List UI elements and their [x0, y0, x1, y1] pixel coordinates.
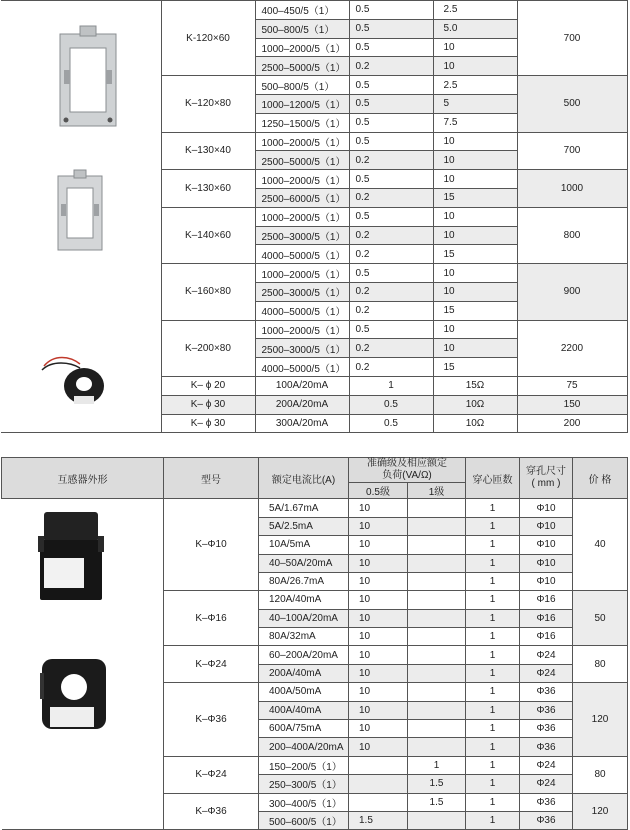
- model-cell: K–Φ36: [164, 793, 259, 830]
- class-05-cell: 10: [349, 683, 408, 701]
- hole-cell: Φ16: [520, 591, 573, 609]
- class-1-cell: [408, 720, 466, 738]
- class-1-cell: [408, 591, 466, 609]
- model-cell: K–Φ36: [164, 683, 259, 757]
- turns-cell: 1: [466, 536, 520, 554]
- ratio-cell: 200A/20mA: [255, 395, 349, 414]
- hole-cell: Φ24: [520, 664, 573, 682]
- ratio-cell: 80A/26.7mA: [259, 572, 349, 590]
- rect-ct-large-image: [56, 26, 122, 130]
- model-cell: K–200×80: [161, 320, 255, 376]
- load-cell: 15: [433, 301, 517, 320]
- ratio-cell: 120A/40mA: [259, 591, 349, 609]
- hole-cell: Φ16: [520, 628, 573, 646]
- header-hole-line2: ( mm ): [531, 478, 561, 490]
- class-cell: 0.5: [349, 132, 433, 151]
- ratio-cell: 400A/40mA: [259, 701, 349, 719]
- ratio-cell: 300A/20mA: [255, 414, 349, 433]
- ratio-cell: 2500–6000/5（1）: [255, 188, 349, 207]
- ratio-cell: 200–400A/20mA: [259, 738, 349, 756]
- model-cell: K–120×80: [161, 76, 255, 132]
- load-cell: 10: [433, 170, 517, 189]
- table-row: [1, 1, 627, 20]
- price-cell: 120: [573, 683, 628, 757]
- load-cell: 15: [433, 245, 517, 264]
- turns-cell: 1: [466, 683, 520, 701]
- price-cell: 50: [573, 591, 628, 646]
- header-hole-line1: 穿孔尺寸: [526, 466, 566, 478]
- ratio-cell: 5A/1.67mA: [259, 499, 349, 517]
- model-cell: K–140×60: [161, 207, 255, 263]
- header-accuracy: [349, 458, 466, 483]
- load-cell: 7.5: [433, 113, 517, 132]
- header-turns: 穿心匝数: [466, 458, 520, 499]
- ratio-cell: 100A/20mA: [255, 376, 349, 395]
- load-cell: 2.5: [433, 1, 517, 20]
- class-cell: 0.5: [349, 320, 433, 339]
- header-appearance: 互感器外形: [2, 458, 164, 499]
- hole-cell: Φ24: [520, 646, 573, 664]
- class-cell: 0.2: [349, 358, 433, 377]
- ratio-cell: 1250–1500/5（1）: [255, 113, 349, 132]
- price-cell: 200: [517, 414, 627, 433]
- ratio-cell: 10A/5mA: [259, 536, 349, 554]
- price-cell: 80: [573, 756, 628, 793]
- ratio-cell: 2500–5000/5（1）: [255, 151, 349, 170]
- round-ct-with-leads-image: [40, 352, 106, 410]
- hole-cell: Φ36: [520, 701, 573, 719]
- class-cell: 0.5: [349, 1, 433, 20]
- hole-cell: Φ36: [520, 720, 573, 738]
- price-cell: 500: [517, 76, 627, 132]
- turns-cell: 1: [466, 720, 520, 738]
- ratio-cell: 1000–1200/5（1）: [255, 94, 349, 113]
- model-cell: K– ϕ 20: [161, 376, 255, 395]
- model-cell: K-120×60: [161, 1, 255, 76]
- class-05-cell: 1.5: [349, 811, 408, 829]
- class-05-cell: 10: [349, 628, 408, 646]
- class-1-cell: [408, 609, 466, 627]
- ratio-cell: 2500–3000/5（1）: [255, 282, 349, 301]
- header-accuracy-line2: 负荷(VA/Ω): [382, 470, 432, 482]
- load-cell: 15: [433, 188, 517, 207]
- model-cell: K–Φ10: [164, 499, 259, 591]
- price-cell: 700: [517, 132, 627, 170]
- hole-cell: Φ16: [520, 609, 573, 627]
- split-core-ct-large-image: [38, 655, 110, 741]
- hole-cell: Φ24: [520, 756, 573, 774]
- class-1-cell: [408, 701, 466, 719]
- class-cell: 0.5: [349, 170, 433, 189]
- model-cell: K–Φ16: [164, 591, 259, 646]
- class-cell: 0.5: [349, 113, 433, 132]
- class-05-cell: 10: [349, 664, 408, 682]
- load-cell: 15: [433, 358, 517, 377]
- class-cell: 0.2: [349, 188, 433, 207]
- ratio-cell: 500–600/5（1）: [259, 811, 349, 829]
- class-05-cell: 10: [349, 646, 408, 664]
- class-1-cell: [408, 664, 466, 682]
- load-cell: 10: [433, 226, 517, 245]
- class-1-cell: [408, 499, 466, 517]
- load-cell: 10Ω: [433, 395, 517, 414]
- header-model: 型号: [164, 458, 259, 499]
- class-1-cell: 1: [408, 756, 466, 774]
- ratio-cell: 400–450/5（1）: [255, 1, 349, 20]
- class-cell: 0.5: [349, 207, 433, 226]
- ratio-cell: 60–200A/20mA: [259, 646, 349, 664]
- class-05-cell: 10: [349, 517, 408, 535]
- hole-cell: Φ24: [520, 775, 573, 793]
- hole-cell: Φ10: [520, 572, 573, 590]
- load-cell: 10: [433, 151, 517, 170]
- turns-cell: 1: [466, 554, 520, 572]
- class-cell: 0.5: [349, 19, 433, 38]
- class-05-cell: 10: [349, 720, 408, 738]
- class-1-cell: [408, 517, 466, 535]
- class-1-cell: [408, 811, 466, 829]
- ratio-cell: 1000–2000/5（1）: [255, 264, 349, 283]
- class-05-cell: 10: [349, 738, 408, 756]
- turns-cell: 1: [466, 517, 520, 535]
- class-1-cell: 1.5: [408, 793, 466, 811]
- hole-cell: Φ10: [520, 536, 573, 554]
- price-cell: 120: [573, 793, 628, 830]
- class-cell: 0.5: [349, 395, 433, 414]
- ratio-cell: 5A/2.5mA: [259, 517, 349, 535]
- turns-cell: 1: [466, 572, 520, 590]
- turns-cell: 1: [466, 664, 520, 682]
- ratio-cell: 250–300/5（1）: [259, 775, 349, 793]
- rect-ct-medium-image: [56, 170, 106, 252]
- turns-cell: 1: [466, 775, 520, 793]
- class-cell: 0.2: [349, 57, 433, 76]
- class-cell: 0.5: [349, 414, 433, 433]
- class-cell: 0.2: [349, 301, 433, 320]
- load-cell: 10Ω: [433, 414, 517, 433]
- price-cell: 800: [517, 207, 627, 263]
- price-cell: 150: [517, 395, 627, 414]
- class-1-cell: [408, 683, 466, 701]
- model-cell: K–Φ24: [164, 756, 259, 793]
- turns-cell: 1: [466, 628, 520, 646]
- load-cell: 2.5: [433, 76, 517, 95]
- ratio-cell: 40–100A/20mA: [259, 609, 349, 627]
- turns-cell: 1: [466, 738, 520, 756]
- ratio-cell: 80A/32mA: [259, 628, 349, 646]
- load-cell: 10: [433, 38, 517, 57]
- load-cell: 10: [433, 339, 517, 358]
- price-cell: 40: [573, 499, 628, 591]
- ratio-cell: 1000–2000/5（1）: [255, 132, 349, 151]
- ratio-cell: 500–800/5（1）: [255, 19, 349, 38]
- class-05-cell: [349, 775, 408, 793]
- ratio-cell: 1000–2000/5（1）: [255, 320, 349, 339]
- price-cell: 80: [573, 646, 628, 683]
- header-ratio: 额定电流比(A): [259, 458, 349, 499]
- class-1-cell: [408, 554, 466, 572]
- load-cell: 10: [433, 207, 517, 226]
- hole-cell: Φ10: [520, 554, 573, 572]
- load-cell: 10: [433, 320, 517, 339]
- model-cell: K–130×40: [161, 132, 255, 170]
- load-cell: 10: [433, 132, 517, 151]
- class-05-cell: 10: [349, 609, 408, 627]
- class-cell: 0.2: [349, 245, 433, 264]
- class-05-cell: [349, 793, 408, 811]
- price-cell: 1000: [517, 170, 627, 208]
- load-cell: 15Ω: [433, 376, 517, 395]
- class-1-cell: [408, 572, 466, 590]
- class-05-cell: 10: [349, 591, 408, 609]
- turns-cell: 1: [466, 646, 520, 664]
- ratio-cell: 400A/50mA: [259, 683, 349, 701]
- class-1-cell: 1.5: [408, 775, 466, 793]
- class-cell: 0.5: [349, 38, 433, 57]
- ratio-cell: 1000–2000/5（1）: [255, 207, 349, 226]
- ratio-cell: 40–50A/20mA: [259, 554, 349, 572]
- ratio-cell: 2500–5000/5（1）: [255, 57, 349, 76]
- turns-cell: 1: [466, 609, 520, 627]
- split-core-ct-small-image: [36, 508, 106, 606]
- header-price: 价 格: [573, 458, 628, 499]
- model-cell: K– ϕ 30: [161, 414, 255, 433]
- model-cell: K–160×80: [161, 264, 255, 320]
- ratio-cell: 4000–5000/5（1）: [255, 245, 349, 264]
- class-1-cell: [408, 536, 466, 554]
- class-cell: 0.2: [349, 339, 433, 358]
- class-cell: 0.5: [349, 94, 433, 113]
- ratio-cell: 600A/75mA: [259, 720, 349, 738]
- class-05-cell: 10: [349, 499, 408, 517]
- price-cell: 900: [517, 264, 627, 320]
- model-cell: K–Φ24: [164, 646, 259, 683]
- turns-cell: 1: [466, 756, 520, 774]
- model-cell: K–130×60: [161, 170, 255, 208]
- ratio-cell: 500–800/5（1）: [255, 76, 349, 95]
- hole-cell: Φ36: [520, 738, 573, 756]
- price-cell: 700: [517, 1, 627, 76]
- load-cell: 5: [433, 94, 517, 113]
- turns-cell: 1: [466, 793, 520, 811]
- class-cell: 0.2: [349, 226, 433, 245]
- ratio-cell: 4000–5000/5（1）: [255, 301, 349, 320]
- load-cell: 10: [433, 57, 517, 76]
- class-cell: 1: [349, 376, 433, 395]
- ratio-cell: 4000–5000/5（1）: [255, 358, 349, 377]
- price-cell: 75: [517, 376, 627, 395]
- class-1-cell: [408, 646, 466, 664]
- class-1-cell: [408, 628, 466, 646]
- class-05-cell: 10: [349, 554, 408, 572]
- class-05-cell: 10: [349, 701, 408, 719]
- ratio-cell: 300–400/5（1）: [259, 793, 349, 811]
- ratio-cell: 200A/40mA: [259, 664, 349, 682]
- hole-cell: Φ36: [520, 811, 573, 829]
- price-cell: 2200: [517, 320, 627, 376]
- hole-cell: Φ36: [520, 683, 573, 701]
- class-cell: 0.2: [349, 282, 433, 301]
- ratio-cell: 150–200/5（1）: [259, 756, 349, 774]
- load-cell: 10: [433, 282, 517, 301]
- ratio-cell: 1000–2000/5（1）: [255, 170, 349, 189]
- class-05-cell: 10: [349, 572, 408, 590]
- header-class-1: 1级: [408, 483, 466, 499]
- header-hole: [520, 458, 573, 499]
- turns-cell: 1: [466, 701, 520, 719]
- class-05-cell: 10: [349, 536, 408, 554]
- class-1-cell: [408, 738, 466, 756]
- class-05-cell: [349, 756, 408, 774]
- header-class-05: 0.5级: [349, 483, 408, 499]
- hole-cell: Φ36: [520, 793, 573, 811]
- load-cell: 10: [433, 264, 517, 283]
- load-cell: 5.0: [433, 19, 517, 38]
- turns-cell: 1: [466, 591, 520, 609]
- header-accuracy-line1: 准确级及相应额定: [367, 458, 447, 470]
- model-cell: K– ϕ 30: [161, 395, 255, 414]
- turns-cell: 1: [466, 499, 520, 517]
- hole-cell: Φ10: [520, 517, 573, 535]
- ratio-cell: 2500–3000/5（1）: [255, 339, 349, 358]
- hole-cell: Φ10: [520, 499, 573, 517]
- class-cell: 0.2: [349, 151, 433, 170]
- turns-cell: 1: [466, 811, 520, 829]
- class-cell: 0.5: [349, 76, 433, 95]
- ratio-cell: 1000–2000/5（1）: [255, 38, 349, 57]
- ratio-cell: 2500–3000/5（1）: [255, 226, 349, 245]
- class-cell: 0.5: [349, 264, 433, 283]
